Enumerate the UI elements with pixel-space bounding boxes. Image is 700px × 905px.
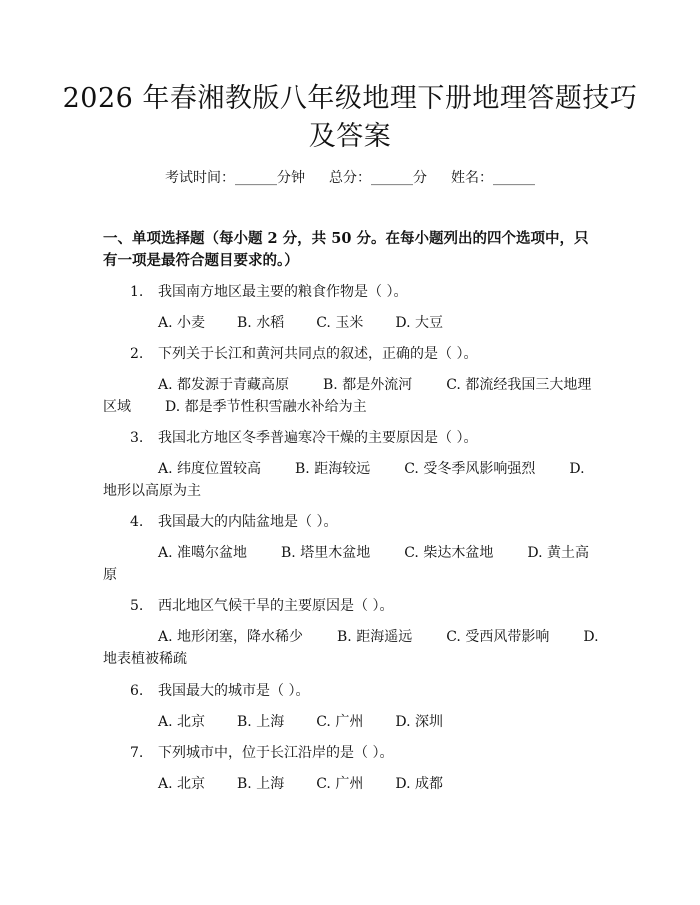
option: B. 水稻 <box>237 315 285 331</box>
question-text: 西北地区气候干旱的主要原因是（ ）。 <box>158 598 394 614</box>
question-1-options <box>103 312 600 334</box>
option: A. 北京 <box>158 714 206 730</box>
question-text: 我国北方地区冬季普遍寒冷干燥的主要原因是（ ）。 <box>158 430 478 446</box>
option: B. 距海较远 <box>295 461 371 477</box>
question-1 <box>130 282 600 302</box>
option: C. 都流经我国三大地理区域 <box>103 377 592 415</box>
option: A. 纬度位置较高 <box>158 461 262 477</box>
option: B. 距海遥远 <box>337 629 413 645</box>
section-heading: 一、单项选择题（每小题 2 分，共 50 分。在每小题列出的四个选项中，只有一项是最符合题目要求的。） <box>103 230 589 269</box>
option: D. 深圳 <box>395 714 443 730</box>
question-text: 下列城市中，位于长江沿岸的是（ ）。 <box>158 745 394 761</box>
option: B. 上海 <box>237 714 285 730</box>
option: B. 上海 <box>237 776 285 792</box>
question-number: 6. <box>130 683 144 699</box>
option: A. 北京 <box>158 776 206 792</box>
option: D. 大豆 <box>395 315 443 331</box>
question-6 <box>130 681 600 701</box>
question-7-options <box>103 773 600 795</box>
option: D. 地表植被稀疏 <box>103 629 599 667</box>
question-number: 2. <box>130 346 144 362</box>
question-2 <box>130 344 600 364</box>
document-title: 2026 年春湘教版八年级地理下册地理答题技巧及答案 <box>62 83 638 152</box>
option: A. 小麦 <box>158 315 206 331</box>
exam-score: 总分：______分 <box>329 170 427 186</box>
question-text: 下列关于长江和黄河共同点的叙述，正确的是（ ）。 <box>158 346 478 362</box>
option: C. 玉米 <box>316 315 364 331</box>
option: D. 地形以高原为主 <box>103 461 585 499</box>
question-text: 我国南方地区最主要的粮食作物是（ ）。 <box>158 284 408 300</box>
exam-meta <box>0 168 700 188</box>
question-number: 3. <box>130 430 144 446</box>
option: A. 准噶尔盆地 <box>158 545 248 561</box>
question-number: 4. <box>130 514 144 530</box>
option: C. 受冬季风影响强烈 <box>404 461 536 477</box>
option: C. 广州 <box>316 776 364 792</box>
option: C. 受西风带影响 <box>446 629 550 645</box>
option: D. 成都 <box>395 776 443 792</box>
option: D. 黄土高原 <box>103 545 589 583</box>
question-5 <box>130 596 600 616</box>
question-3 <box>130 428 600 448</box>
question-text: 我国最大的内陆盆地是（ ）。 <box>158 514 338 530</box>
question-number: 1. <box>130 284 144 300</box>
option: C. 柴达木盆地 <box>404 545 494 561</box>
question-2-options <box>103 374 600 418</box>
question-3-options <box>103 458 600 502</box>
student-name: 姓名：______ <box>451 170 535 186</box>
question-6-options <box>103 711 600 733</box>
option: C. 广州 <box>316 714 364 730</box>
question-text: 我国最大的城市是（ ）。 <box>158 683 310 699</box>
option: A. 地形闭塞，降水稀少 <box>158 629 304 645</box>
option: B. 都是外流河 <box>323 377 413 393</box>
question-5-options <box>103 626 600 670</box>
question-number: 5. <box>130 598 144 614</box>
question-7 <box>130 743 600 763</box>
option: A. 都发源于青藏高原 <box>158 377 290 393</box>
option: B. 塔里木盆地 <box>281 545 371 561</box>
question-4 <box>130 512 600 532</box>
exam-time: 考试时间：______分钟 <box>165 170 305 186</box>
question-number: 7. <box>130 745 144 761</box>
option: D. 都是季节性积雪融水补给为主 <box>165 399 367 415</box>
question-4-options <box>103 542 600 586</box>
